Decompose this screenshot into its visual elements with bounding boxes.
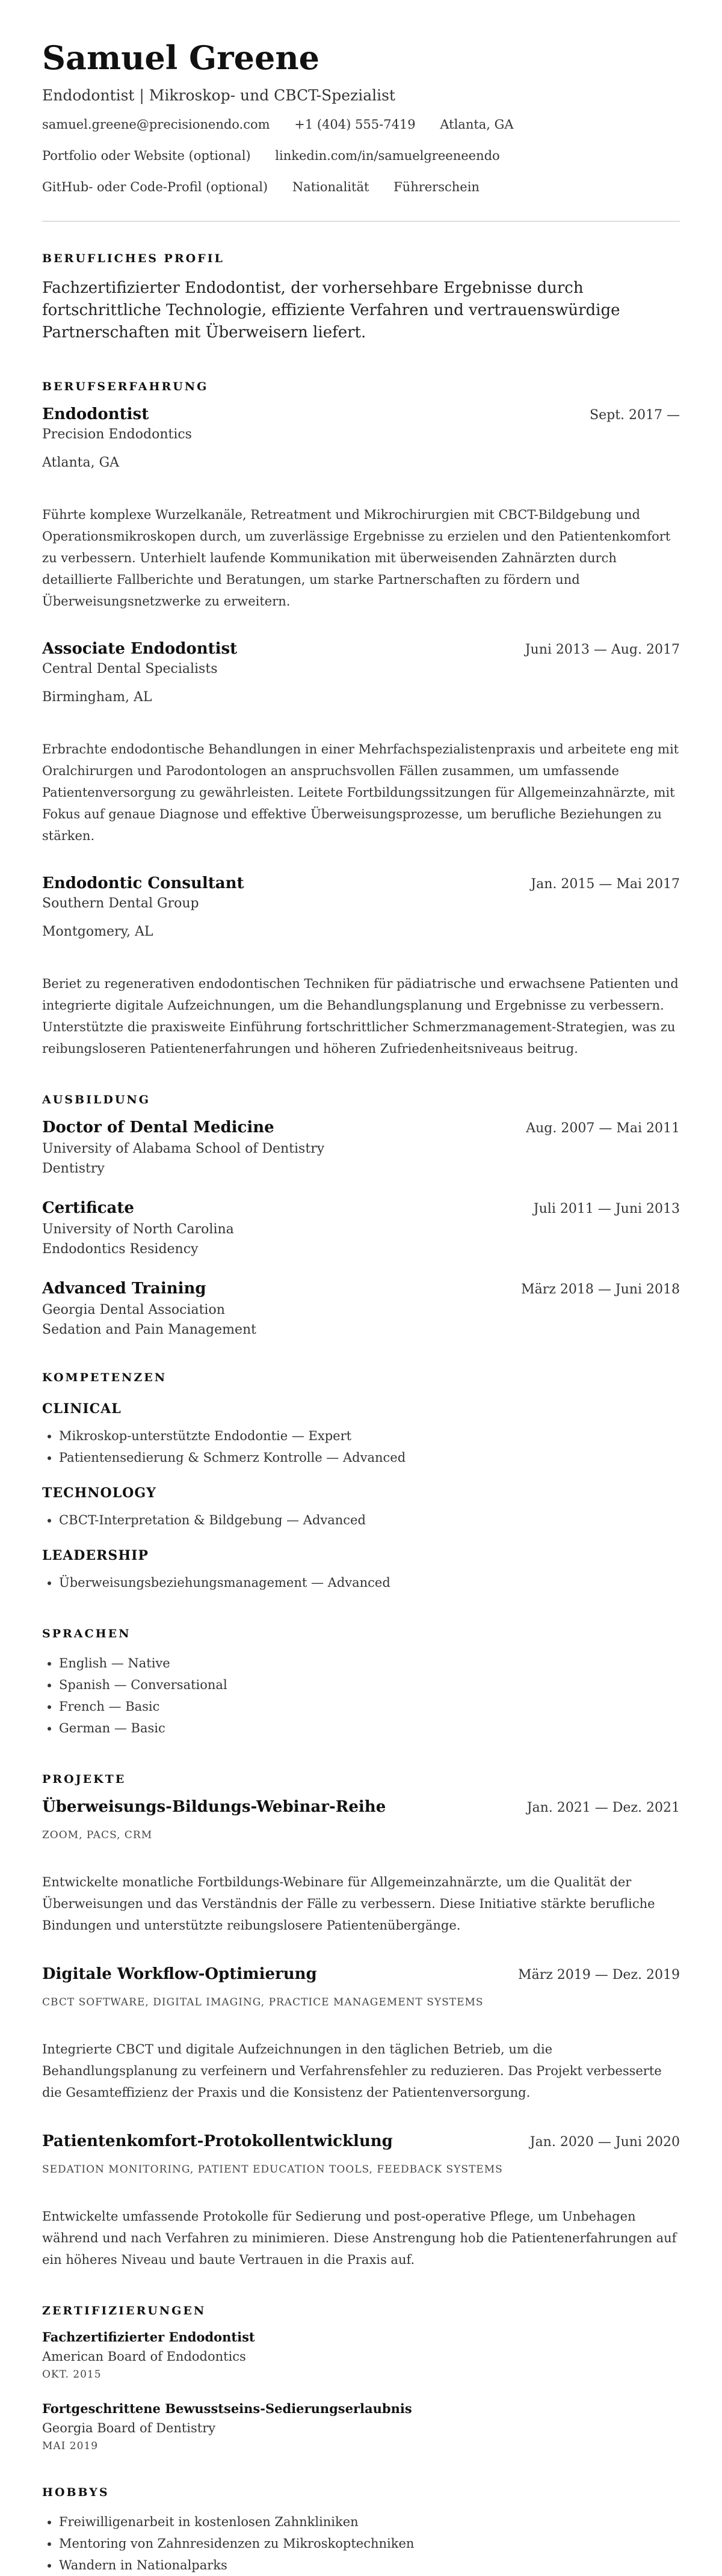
certification-org: Georgia Board of Dentistry	[42, 2421, 216, 2435]
projects-section	[42, 1773, 680, 2271]
profile-text: Fachzertifizierter Endodontist, der vorhersehbare Ergebnisse durch fortschrittliche Technologie, effiziente Verfahren und vertrauenswürdige Partnerschaften mit Überweisern liefert.	[42, 279, 620, 342]
education-entry	[42, 1118, 680, 1176]
certification-entry	[42, 2329, 680, 2381]
language-list	[42, 1652, 680, 1739]
skill-item: • Überweisungsbeziehungsmanagement — Advanced	[59, 1572, 680, 1593]
project-tech: SEDATION MONITORING, PATIENT EDUCATION TOOLS, FEEDBACK SYSTEMS	[42, 2164, 503, 2176]
education-school: University of Alabama School of Dentistry	[42, 1141, 325, 1156]
education-date: Aug. 2007 — Mai 2011	[526, 1121, 680, 1136]
project-description: Integrierte CBCT und digitale Aufzeichnungen in den täglichen Betrieb, um die Behandlungsplanung zu verfeinern und Verfahrensfehler zu reduzieren. Das Projekt verbesserte die Gesamteffizienz der Praxis und die Konsistenz der Patientenversorgung.	[42, 2042, 662, 2100]
job-date: Jan. 2015 — Mai 2017	[531, 877, 680, 892]
education-field: Sedation and Pain Management	[42, 1322, 256, 1337]
skill-group-title: CLINICAL	[42, 1401, 122, 1417]
contact-nationality: Nationalität	[292, 180, 369, 194]
project-date: Jan. 2021 — Dez. 2021	[526, 1800, 680, 1815]
hobby-item: • Mentoring von Zahnresidenzen zu Mikroskoptechniken	[59, 2533, 680, 2554]
education-field: Endodontics Residency	[42, 1242, 199, 1257]
project-entry	[42, 2132, 680, 2271]
certification-title: Fachzertifizierter Endodontist	[42, 2329, 255, 2344]
project-date: Jan. 2020 — Juni 2020	[529, 2135, 680, 2150]
job-location: Montgomery, AL	[42, 924, 153, 939]
certification-date: MAI 2019	[42, 2440, 99, 2452]
certifications-heading: ZERTIFIZIERUNGEN	[42, 2304, 206, 2317]
hobbies-heading: HOBBYS	[42, 2486, 110, 2499]
skill-item: • CBCT-Interpretation & Bildgebung — Advanced	[59, 1509, 680, 1531]
education-date: März 2018 — Juni 2018	[521, 1282, 680, 1297]
hobby-item: • Freiwilligenarbeit in kostenlosen Zahnkliniken	[59, 2511, 680, 2533]
contact-row-3	[42, 180, 680, 194]
contact-row-2	[42, 149, 680, 163]
contact-linkedin[interactable]: linkedin.com/in/samuelgreeneendo	[275, 149, 500, 163]
job-company: Precision Endodontics	[42, 427, 192, 442]
job-description: Führte komplexe Wurzelkanäle, Retreatment und Mikrochirurgien mit CBCT-Bildgebung und Operationsmikroskopen durch, um zuverlässige Ergebnisse zu erzielen und den Patientenkomfort zu verbessern. Unterhielt laufende Kommunikation mit überweisenden Zahnärzten durch detaillierte Fallberichte und Beratungen, um starke Partnerschaften zu fördern und Überweisungsnetzwerke zu erweitern.	[42, 508, 671, 609]
contact-email[interactable]: samuel.greene@precisionendo.com	[42, 117, 270, 132]
education-heading: AUSBILDUNG	[42, 1093, 150, 1106]
job-description: Beriet zu regenerativen endodontischen Techniken für pädiatrische und erwachsene Patienten und integrierte digitale Aufzeichnungen, um die Behandlungsplanung und Ergebnisse zu verbessern. Unterstützte die praxisweite Einführung fortschrittlicher Schmerzmanagement-Strategien, was zu reibungsloseren Patientenerfahrungen und höheren Zufriedenheitsniveaus beitrug.	[42, 977, 679, 1056]
projects-heading: PROJEKTE	[42, 1773, 126, 1786]
skills-section	[42, 1371, 680, 1593]
job-company: Central Dental Specialists	[42, 661, 218, 676]
education-field: Dentistry	[42, 1161, 105, 1176]
job-entry	[42, 874, 680, 1060]
candidate-name: Samuel Greene	[42, 38, 319, 77]
profile-heading: BERUFLICHES PROFIL	[42, 252, 224, 265]
resume-header	[42, 38, 680, 194]
project-date: März 2019 — Dez. 2019	[518, 1967, 680, 1983]
language-item: • Spanish — Conversational	[59, 1674, 680, 1696]
project-title: Überweisungs-Bildungs-Webinar-Reihe	[42, 1798, 386, 1816]
education-date: Juli 2011 — Juni 2013	[533, 1201, 680, 1216]
profile-section	[42, 252, 680, 344]
hobby-item: • Wandern in Nationalparks	[59, 2554, 680, 2576]
certification-org: American Board of Endodontics	[42, 2349, 246, 2364]
languages-section	[42, 1627, 680, 1739]
job-entry	[42, 405, 680, 612]
skill-group-title: LEADERSHIP	[42, 1548, 149, 1563]
contact-portfolio[interactable]: Portfolio oder Website (optional)	[42, 149, 251, 163]
hobbies-section	[42, 2486, 680, 2576]
contact-location: Atlanta, GA	[440, 117, 514, 132]
contact-phone[interactable]: +1 (404) 555-7419	[294, 117, 416, 132]
project-tech: ZOOM, PACS, CRM	[42, 1829, 153, 1841]
skills-heading: KOMPETENZEN	[42, 1371, 167, 1384]
certification-entry	[42, 2401, 680, 2452]
certifications-section	[42, 2304, 680, 2452]
job-description: Erbrachte endodontische Behandlungen in einer Mehrfachspezialistenpraxis und arbeitete eng mit Oralchirurgen und Parodontologen an anspruchsvollen Fällen zusammen, um umfassende Patientenversorgung zu gewährleisten. Leitete Fortbildungssitzungen für Allgemeinzahnärzte, mit Fokus auf genaue Diagnose und effektive Überweisungsprozesse, um berufliche Beziehungen zu stärken.	[42, 742, 679, 843]
job-date: Sept. 2017 —	[590, 408, 680, 423]
project-entry	[42, 1798, 680, 1936]
degree-title: Advanced Training	[42, 1280, 206, 1298]
language-item: • English — Native	[59, 1652, 680, 1674]
project-title: Digitale Workflow-Optimierung	[42, 1965, 317, 1983]
project-description: Entwickelte monatliche Fortbildungs-Webinare für Allgemeinzahnärzte, um die Qualität der Überweisungen und das Verständnis der Fälle zu verbessern. Diese Initiative stärkte berufliche Bindungen und unterstützte reibungslosere Patientenübergänge.	[42, 1875, 655, 1933]
certification-title: Fortgeschrittene Bewusstseins-Sedierungserlaubnis	[42, 2401, 412, 2416]
job-date: Juni 2013 — Aug. 2017	[525, 642, 680, 657]
experience-heading: BERUFSERFAHRUNG	[42, 380, 209, 393]
job-location: Atlanta, GA	[42, 455, 120, 470]
languages-heading: SPRACHEN	[42, 1627, 131, 1640]
project-tech: CBCT SOFTWARE, DIGITAL IMAGING, PRACTICE MANAGEMENT SYSTEMS	[42, 1996, 484, 2008]
certification-date: OKT. 2015	[42, 2369, 102, 2381]
project-title: Patientenkomfort-Protokollentwicklung	[42, 2132, 393, 2150]
job-entry	[42, 640, 680, 847]
project-entry	[42, 1965, 680, 2103]
degree-title: Certificate	[42, 1199, 134, 1217]
job-title: Endodontist	[42, 405, 149, 423]
hobby-list	[42, 2511, 680, 2576]
contact-row-1	[42, 117, 680, 132]
contact-github[interactable]: GitHub- oder Code-Profil (optional)	[42, 180, 268, 194]
language-item: • French — Basic	[59, 1696, 680, 1717]
skill-item: • Patientensedierung & Schmerz Kontrolle — Advanced	[59, 1447, 680, 1468]
skill-list	[42, 1572, 680, 1593]
job-title: Associate Endodontist	[42, 640, 238, 658]
skill-list	[42, 1509, 680, 1531]
candidate-subtitle: Endodontist | Mikroskop- und CBCT-Spezialist	[42, 87, 395, 104]
header-divider	[42, 221, 680, 222]
skill-list	[42, 1425, 680, 1468]
education-entry	[42, 1280, 680, 1337]
language-item: • German — Basic	[59, 1717, 680, 1739]
job-title: Endodontic Consultant	[42, 874, 244, 892]
education-school: Georgia Dental Association	[42, 1302, 225, 1317]
job-company: Southern Dental Group	[42, 896, 199, 911]
skill-group-title: TECHNOLOGY	[42, 1485, 156, 1501]
degree-title: Doctor of Dental Medicine	[42, 1118, 274, 1136]
skill-item: • Mikroskop-unterstützte Endodontie — Expert	[59, 1425, 680, 1447]
contact-license: Führerschein	[393, 180, 480, 194]
education-school: University of North Carolina	[42, 1222, 234, 1237]
experience-section	[42, 380, 680, 1060]
education-entry	[42, 1199, 680, 1257]
job-location: Birmingham, AL	[42, 690, 152, 705]
education-section	[42, 1093, 680, 1337]
project-description: Entwickelte umfassende Protokolle für Sedierung und post-operative Pflege, um Unbehagen während und nach Verfahren zu minimieren. Diese Anstrengung hob die Patientenerfahrungen auf ein höheres Niveau und baute Vertrauen in die Praxis auf.	[42, 2209, 677, 2267]
